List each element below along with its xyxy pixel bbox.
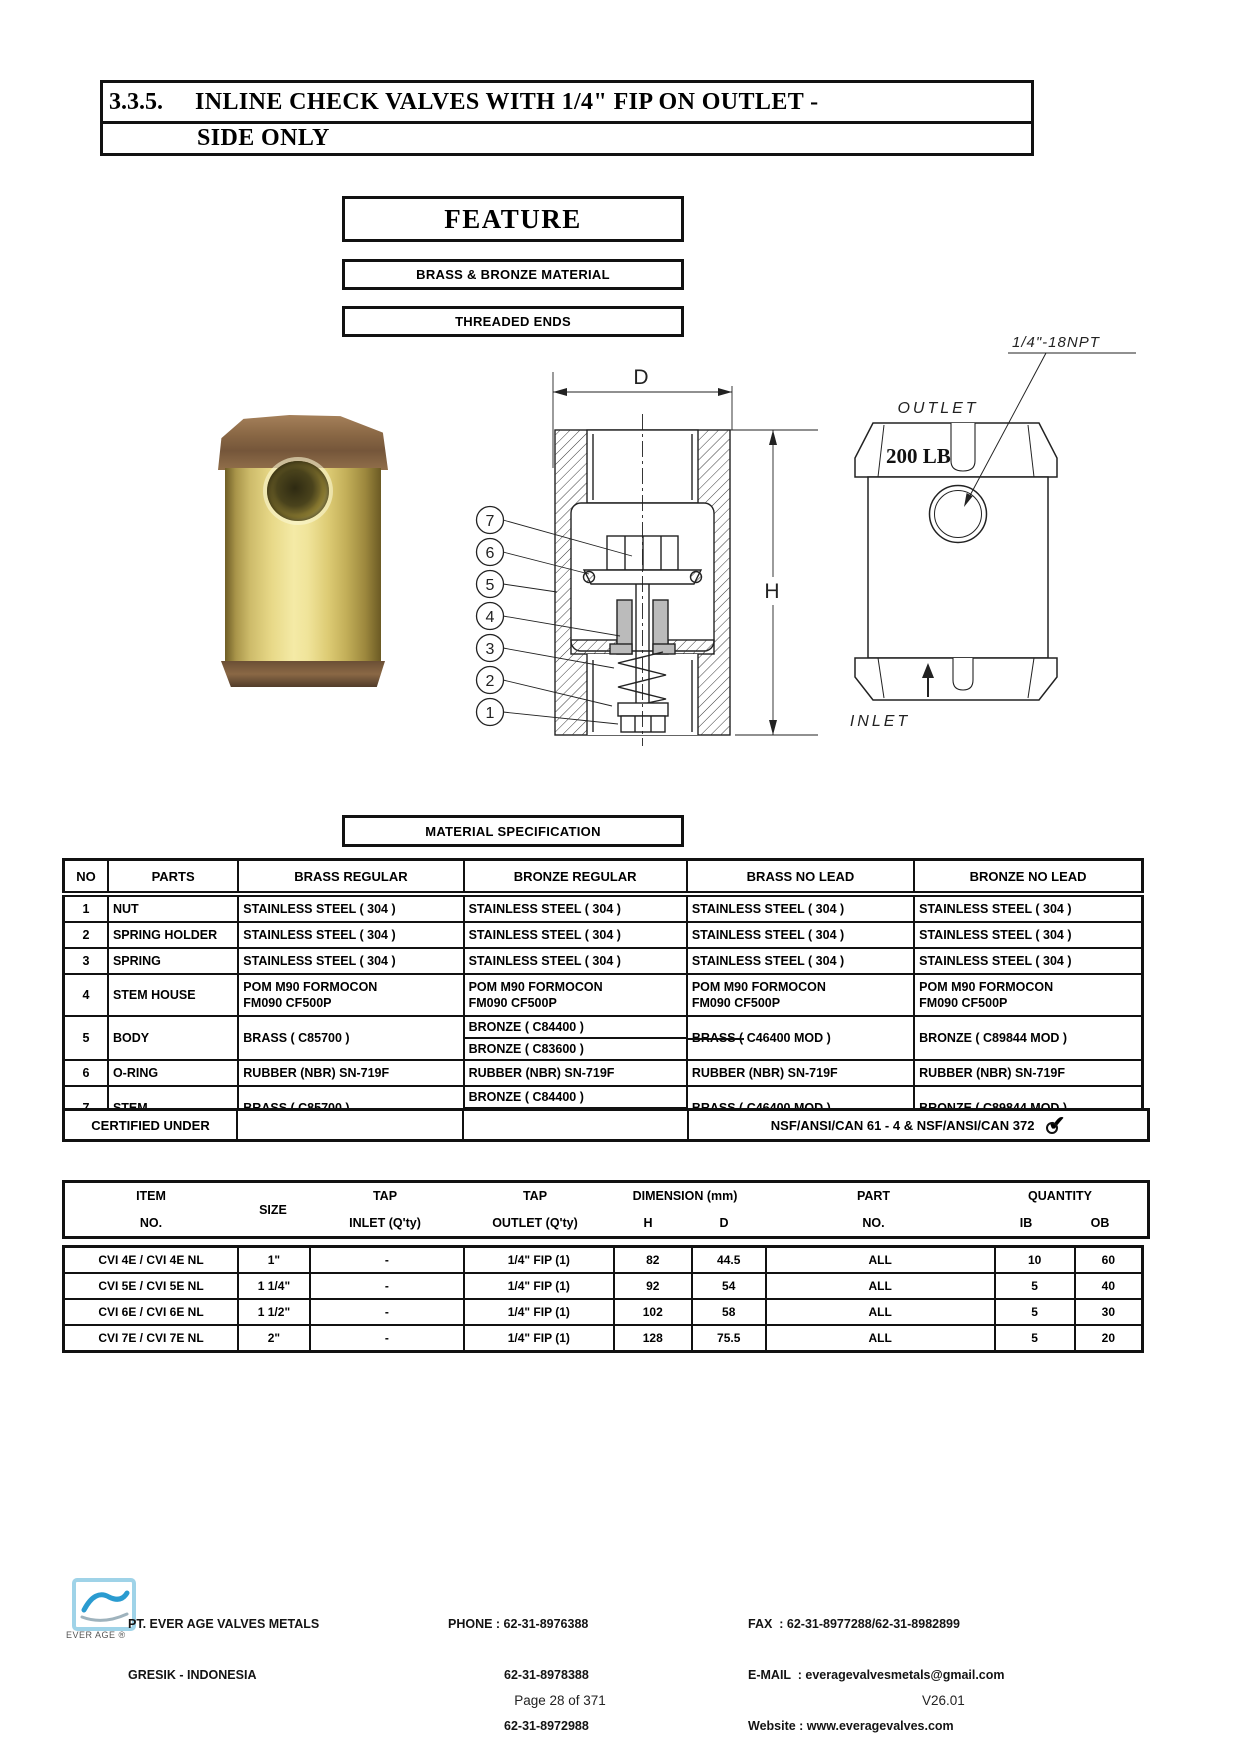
company-name: PT. EVER AGE VALVES METALS [128, 1617, 320, 1631]
cell-ob: 60 [1075, 1247, 1143, 1274]
cell-part: NUT [108, 894, 238, 922]
cell-tap-inlet: - [310, 1247, 464, 1274]
callout-5: 5 [485, 577, 495, 594]
phone-line: 62-31-8978388 [504, 1668, 589, 1682]
material-row-spring-holder [64, 922, 1143, 948]
cell-part: SPRING HOLDER [108, 922, 238, 948]
dim-d-label: D [633, 366, 649, 389]
header-part-no: NO. [862, 1215, 885, 1230]
cell-material: STAINLESS STEEL ( 304 ) [687, 948, 914, 974]
cell-material: STAINLESS STEEL ( 304 ) [914, 948, 1142, 974]
page-title-line2: SIDE ONLY [197, 125, 330, 151]
cell-material: BRONZE ( C89844 MOD ) [914, 1016, 1142, 1060]
page-title: INLINE CHECK VALVES WITH 1/4" FIP ON OUTLET - [195, 88, 819, 115]
cell-size: 1 1/4" [238, 1273, 310, 1299]
cell-material: STAINLESS STEEL ( 304 ) [464, 894, 687, 922]
cell-material: STAINLESS STEEL ( 304 ) [464, 948, 687, 974]
technical-drawings [420, 320, 1140, 750]
version-number: V26.01 [922, 1693, 965, 1708]
header-item: ITEM [136, 1189, 166, 1204]
title-row-1 [103, 83, 1031, 124]
header-ib: IB [1019, 1215, 1033, 1230]
col-header-parts: PARTS [108, 860, 238, 895]
material-spec-heading-box [342, 815, 684, 847]
certified-standards: NSF/ANSI/CAN 61 - 4 & NSF/ANSI/CAN 372 [770, 1117, 1035, 1133]
cell-material: POM M90 FORMOCON FM090 CF500P [687, 974, 914, 1016]
cell-part-no: ALL [766, 1247, 995, 1274]
col-header-bronze-regular: BRONZE REGULAR [464, 860, 687, 895]
header-tap: TAP [522, 1189, 548, 1204]
cell-tap-outlet: 1/4" FIP (1) [464, 1299, 614, 1325]
cell-ob: 20 [1075, 1325, 1143, 1352]
page-number: Page 28 of 371 [514, 1693, 606, 1708]
cell-material: BRASS ( C85700 ) [238, 1016, 463, 1060]
title-row-2 [103, 124, 1031, 153]
material-row-body [64, 1016, 1143, 1060]
logo-wave-icon [76, 1582, 132, 1627]
cell-no: 5 [64, 1016, 108, 1060]
cell-part-no: ALL [766, 1299, 995, 1325]
cell-material: BRASS ( C46400 MOD ) [687, 1016, 914, 1060]
cell-part-no: ALL [766, 1325, 995, 1352]
section-number: 3.3.5. [109, 88, 163, 115]
ends-note: THREADED ENDS [455, 314, 571, 329]
cell-item-no: CVI 5E / CVI 5E NL [64, 1273, 239, 1299]
material-note: BRASS & BRONZE MATERIAL [416, 267, 610, 282]
cell-ib: 5 [995, 1273, 1075, 1299]
material-header-row [64, 860, 1143, 895]
valve-photo [217, 415, 389, 687]
certified-empty-cell [464, 1111, 689, 1139]
callout-2: 2 [485, 673, 495, 690]
material-row-nut [64, 894, 1143, 922]
header-quantity: QUANTITY [1028, 1189, 1092, 1204]
cell-tap-outlet: 1/4" FIP (1) [464, 1273, 614, 1299]
title-box [100, 80, 1034, 156]
cell-ob: 30 [1075, 1299, 1143, 1325]
cell-dim-h: 82 [614, 1247, 692, 1274]
cell-dim-h: 128 [614, 1325, 692, 1352]
website-line: Website : www.everagevalves.com [748, 1719, 954, 1733]
cell-tap-inlet: - [310, 1273, 464, 1299]
callout-6: 6 [485, 545, 495, 562]
cell-item-no: CVI 7E / CVI 7E NL [64, 1325, 239, 1352]
header-ob: OB [1090, 1215, 1110, 1230]
certified-under-label: CERTIFIED UNDER [65, 1111, 238, 1139]
cell-material: POM M90 FORMOCON FM090 CF500P [464, 974, 687, 1016]
callout-4: 4 [485, 609, 495, 626]
thread-spec-label: 1/4"-18NPT [1012, 334, 1100, 351]
inlet-label: INLET [849, 713, 911, 730]
cell-material: STAINLESS STEEL ( 304 ) [687, 894, 914, 922]
material-note-box [342, 259, 684, 290]
phone-line: PHONE : 62-31-8976388 [448, 1617, 589, 1631]
certified-value-cell [689, 1111, 1147, 1139]
item-row [64, 1247, 1143, 1274]
certified-check-icon: ✔ [1048, 1113, 1066, 1135]
material-row-o-ring [64, 1060, 1143, 1086]
feature-heading: FEATURE [444, 203, 582, 234]
cell-size: 2" [238, 1325, 310, 1352]
phone-line: 62-31-8972988 [504, 1719, 589, 1733]
phone-info [448, 1582, 589, 1754]
header-size: SIZE [259, 1202, 287, 1217]
fax-line: FAX : 62-31-8977288/62-31-8982899 [748, 1617, 960, 1631]
email-line: E-MAIL : everagevalvesmetals@gmail.com [748, 1668, 1005, 1682]
header-item-no: NO. [139, 1215, 163, 1230]
header-part: PART [856, 1189, 891, 1204]
cell-part: SPRING [108, 948, 238, 974]
cell-material: STAINLESS STEEL ( 304 ) [464, 922, 687, 948]
outlet-label: OUTLET [897, 400, 979, 417]
cell-dim-h: 92 [614, 1273, 692, 1299]
cell-material: RUBBER (NBR) SN-719F [464, 1060, 687, 1086]
cell-material-split: BRONZE ( C84400 ) [464, 1086, 687, 1131]
item-row [64, 1273, 1143, 1299]
header-tap: TAP [372, 1189, 398, 1204]
cell-material: RUBBER (NBR) SN-719F [687, 1060, 914, 1086]
cell-material: POM M90 FORMOCON FM090 CF500P [914, 974, 1142, 1016]
cell-dim-d: 54 [692, 1273, 766, 1299]
cell-material: POM M90 FORMOCON FM090 CF500P [238, 974, 463, 1016]
cell-dim-d: 44.5 [692, 1247, 766, 1274]
cell-material: RUBBER (NBR) SN-719F [914, 1060, 1142, 1086]
logo-caption: EVER AGE ® [66, 1630, 126, 1640]
cell-material: RUBBER (NBR) SN-719F [238, 1060, 463, 1086]
material-row-spring [64, 948, 1143, 974]
cell-material: STAINLESS STEEL ( 304 ) [914, 894, 1142, 922]
callout-7: 7 [485, 513, 495, 530]
cell-no: 1 [64, 894, 108, 922]
cell-no: 2 [64, 922, 108, 948]
cell-dim-h: 102 [614, 1299, 692, 1325]
cell-material: STAINLESS STEEL ( 304 ) [914, 922, 1142, 948]
cell-dim-d: 58 [692, 1299, 766, 1325]
valve-photo-bottom-cap [221, 661, 385, 687]
cell-no: 3 [64, 948, 108, 974]
cell-no: 4 [64, 974, 108, 1016]
cell-dim-d: 75.5 [692, 1325, 766, 1352]
header-dimension: DIMENSION (mm) [632, 1189, 738, 1204]
cell-tap-inlet: - [310, 1299, 464, 1325]
outline-figure [850, 334, 1136, 730]
cell-material: STAINLESS STEEL ( 304 ) [238, 948, 463, 974]
cell-ib: 5 [995, 1325, 1075, 1352]
company-logo [72, 1578, 136, 1631]
contact-info [748, 1582, 1005, 1754]
cell-item-no: CVI 4E / CVI 4E NL [64, 1247, 239, 1274]
callout-3: 3 [485, 641, 495, 658]
valve-photo-side-port [267, 461, 329, 521]
items-data-table [62, 1245, 1144, 1353]
header-outlet-qty: OUTLET (Q'ty) [492, 1215, 578, 1230]
cell-no: 6 [64, 1060, 108, 1086]
cell-part-no: ALL [766, 1273, 995, 1299]
col-header-brass-no-lead: BRASS NO LEAD [687, 860, 914, 895]
cell-tap-inlet: - [310, 1325, 464, 1352]
material-row-stem-house [64, 974, 1143, 1016]
header-dim-h: H [643, 1215, 653, 1230]
cell-part: O-RING [108, 1060, 238, 1086]
cell-tap-outlet: 1/4" FIP (1) [464, 1325, 614, 1352]
cell-material: STAINLESS STEEL ( 304 ) [687, 922, 914, 948]
cell-ob: 40 [1075, 1273, 1143, 1299]
pressure-marking: 200 LB [886, 444, 951, 468]
material-spec-heading: MATERIAL SPECIFICATION [425, 823, 601, 839]
cell-ib: 5 [995, 1299, 1075, 1325]
item-row [64, 1299, 1143, 1325]
cell-ib: 10 [995, 1247, 1075, 1274]
certified-under-bar [62, 1108, 1150, 1142]
certified-empty-cell [238, 1111, 464, 1139]
company-location: GRESIK - INDONESIA [128, 1668, 257, 1682]
header-dim-d: D [719, 1215, 729, 1230]
cell-part: BODY [108, 1016, 238, 1060]
cell-tap-outlet: 1/4" FIP (1) [464, 1247, 614, 1274]
cell-part: STEM HOUSE [108, 974, 238, 1016]
feature-heading-box [342, 196, 684, 242]
cell-item-no: CVI 6E / CVI 6E NL [64, 1299, 239, 1325]
callout-1: 1 [485, 705, 495, 722]
items-table-header [62, 1180, 1150, 1239]
col-header-bronze-no-lead: BRONZE NO LEAD [914, 860, 1142, 895]
cell-material: STAINLESS STEEL ( 304 ) [238, 922, 463, 948]
item-row [64, 1325, 1143, 1352]
cell-size: 1 1/2" [238, 1299, 310, 1325]
col-header-no: NO [64, 860, 108, 895]
cell-material-split: BRONZE ( C84400 ) BRONZE ( C83600 ) [464, 1016, 687, 1060]
material-spec-table [62, 858, 1144, 1135]
cell-material: STAINLESS STEEL ( 304 ) [238, 894, 463, 922]
dim-h-label: H [764, 580, 780, 603]
header-inlet-qty: INLET (Q'ty) [349, 1215, 421, 1230]
cell-size: 1" [238, 1247, 310, 1274]
col-header-brass-regular: BRASS REGULAR [238, 860, 463, 895]
